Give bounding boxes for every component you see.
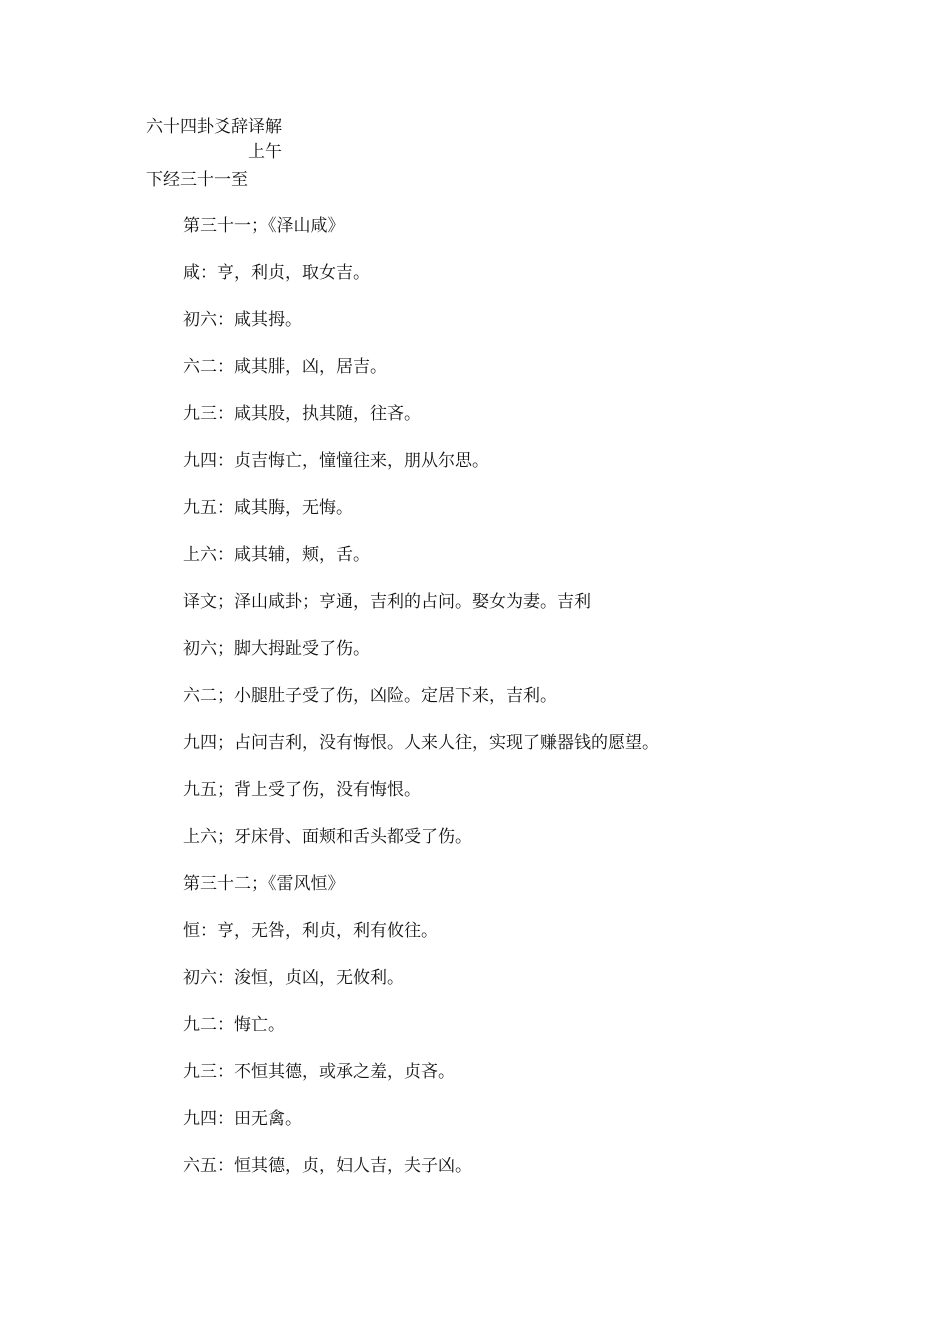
translation-line: 六二；小腿肚子受了伤，凶险。定居下来，吉利。 [183,686,557,706]
text-line: 九三：不恒其德，或承之羞，贞吝。 [183,1062,455,1082]
text-line: 九二：悔亡。 [183,1015,285,1035]
text-line: 咸：亨，利贞，取女吉。 [183,263,370,283]
translation-line: 初六；脚大拇趾受了伤。 [183,639,370,659]
text-line: 九三：咸其股，执其随，往吝。 [183,404,421,424]
document-subtitle: 上午 [248,142,282,162]
text-line: 上六：咸其辅，颊，舌。 [183,545,370,565]
document-range: 下经三十一至 [146,170,248,190]
translation-line: 上六；牙床骨、面颊和舌头都受了伤。 [183,827,472,847]
text-line: 初六：咸其拇。 [183,310,302,330]
text-line: 九五：咸其脢，无悔。 [183,498,353,518]
text-body [183,216,923,1203]
section-heading: 第三十二；《雷风恒》 [183,874,345,894]
translation-line: 译文；泽山咸卦；亨通，吉利的占问。娶女为妻。吉利 [183,592,591,612]
text-line: 六五：恒其德，贞，妇人吉，夫子凶。 [183,1156,472,1176]
text-line: 九四：贞吉悔亡，憧憧往来，朋从尔思。 [183,451,489,471]
text-line: 九四：田无禽。 [183,1109,302,1129]
translation-line: 九五；背上受了伤，没有悔恨。 [183,780,421,800]
text-line: 初六：浚恒，贞凶，无攸利。 [183,968,404,988]
document-title: 六十四卦爻辞译解 [146,117,282,137]
section-heading: 第三十一；《泽山咸》 [183,216,345,236]
text-line: 六二：咸其腓，凶，居吉。 [183,357,387,377]
text-line: 恒：亨，无咎，利贞，利有攸往。 [183,921,438,941]
translation-line: 九四；占问吉利，没有悔恨。人来人往，实现了赚器钱的愿望。 [183,733,659,753]
